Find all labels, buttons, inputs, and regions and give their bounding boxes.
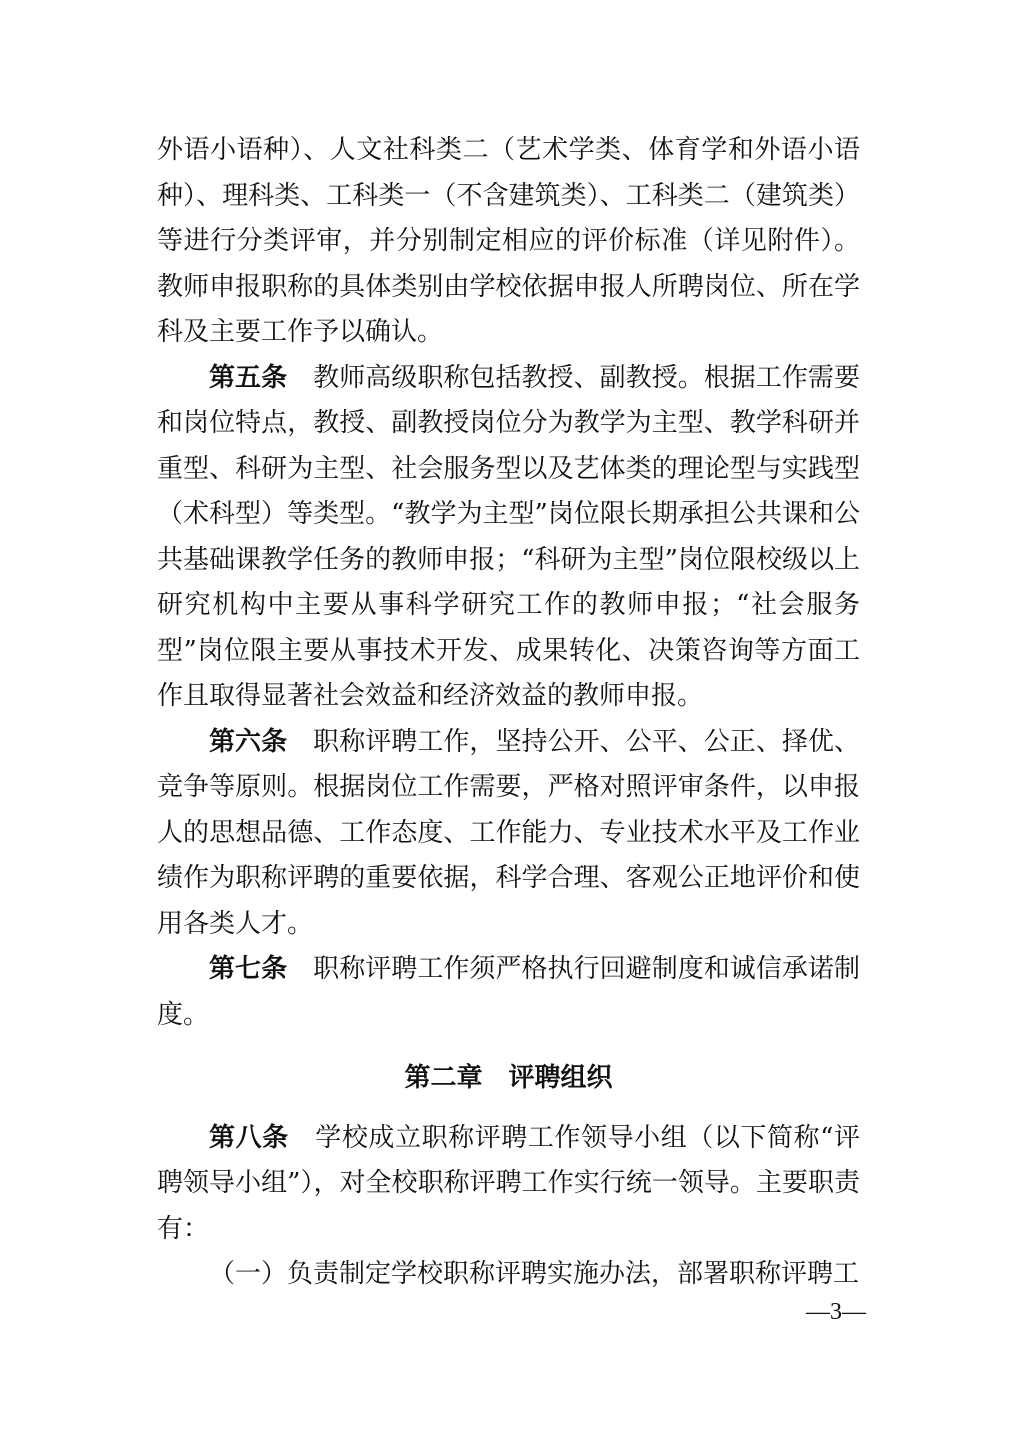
paragraph-category-intro: 外语小语种）、人文社科类二（艺术学类、体育学和外语小语种）、理科类、工科类一（不含建筑类）、工科类二（建筑类）等进行分类评审，并分别制定相应的评价标准（详见附件）。教师申报职称的具体类别由学校依据申报人所聘岗位、所在学科及主要工作予以确认。 — [157, 135, 860, 347]
article-7-title: 第七条 — [209, 954, 288, 984]
document-body — [157, 128, 860, 1298]
article-8-body: 学校成立职称评聘工作领导小组（以下简称“评聘领导小组”），对全校职称评聘工作实行统一领导。主要职责有： — [157, 1122, 860, 1244]
article-5 — [157, 356, 860, 720]
article-8-title: 第八条 — [209, 1122, 289, 1153]
article-6-title: 第六条 — [209, 726, 288, 757]
page-number: —3— — [806, 1299, 866, 1325]
article-5-title: 第五条 — [209, 362, 288, 393]
article-5-body: 教师高级职称包括教授、副教授。根据工作需要和岗位特点，教授、副教授岗位分为教学为主型、教学科研并重型、科研为主型、社会服务型以及艺体类的理论型与实践型（术科型）等类型。“教学为主型”岗位限长期承担公共课和公共基础课教学任务的教师申报；“科研为主型”岗位限校级以上研究机构中主要从事科学研究工作的教师申报；“社会服务型”岗位限主要从事技术开发、成果转化、决策咨询等方面工作且取得显著社会效益和经济效益的教师申报。 — [157, 362, 860, 711]
list-item-1: （一）负责制定学校职称评聘实施办法，部署职称评聘工 — [209, 1259, 860, 1289]
article-7-body: 职称评聘工作须严格执行回避制度和诚信承诺制度。 — [157, 954, 860, 1030]
article-6 — [157, 720, 860, 948]
article-6-body: 职称评聘工作，坚持公开、公平、公正、择优、竞争等原则。根据岗位工作需要，严格对照评审条件，以申报人的思想品德、工作态度、工作能力、专业技术水平及工作业绩作为职称评聘的重要依据，科学合理、客观公正地评价和使用各类人才。 — [157, 726, 860, 939]
chapter-heading: 第二章 评聘组织 — [404, 1063, 613, 1093]
article-8 — [157, 1116, 860, 1253]
article-7 — [157, 947, 860, 1038]
